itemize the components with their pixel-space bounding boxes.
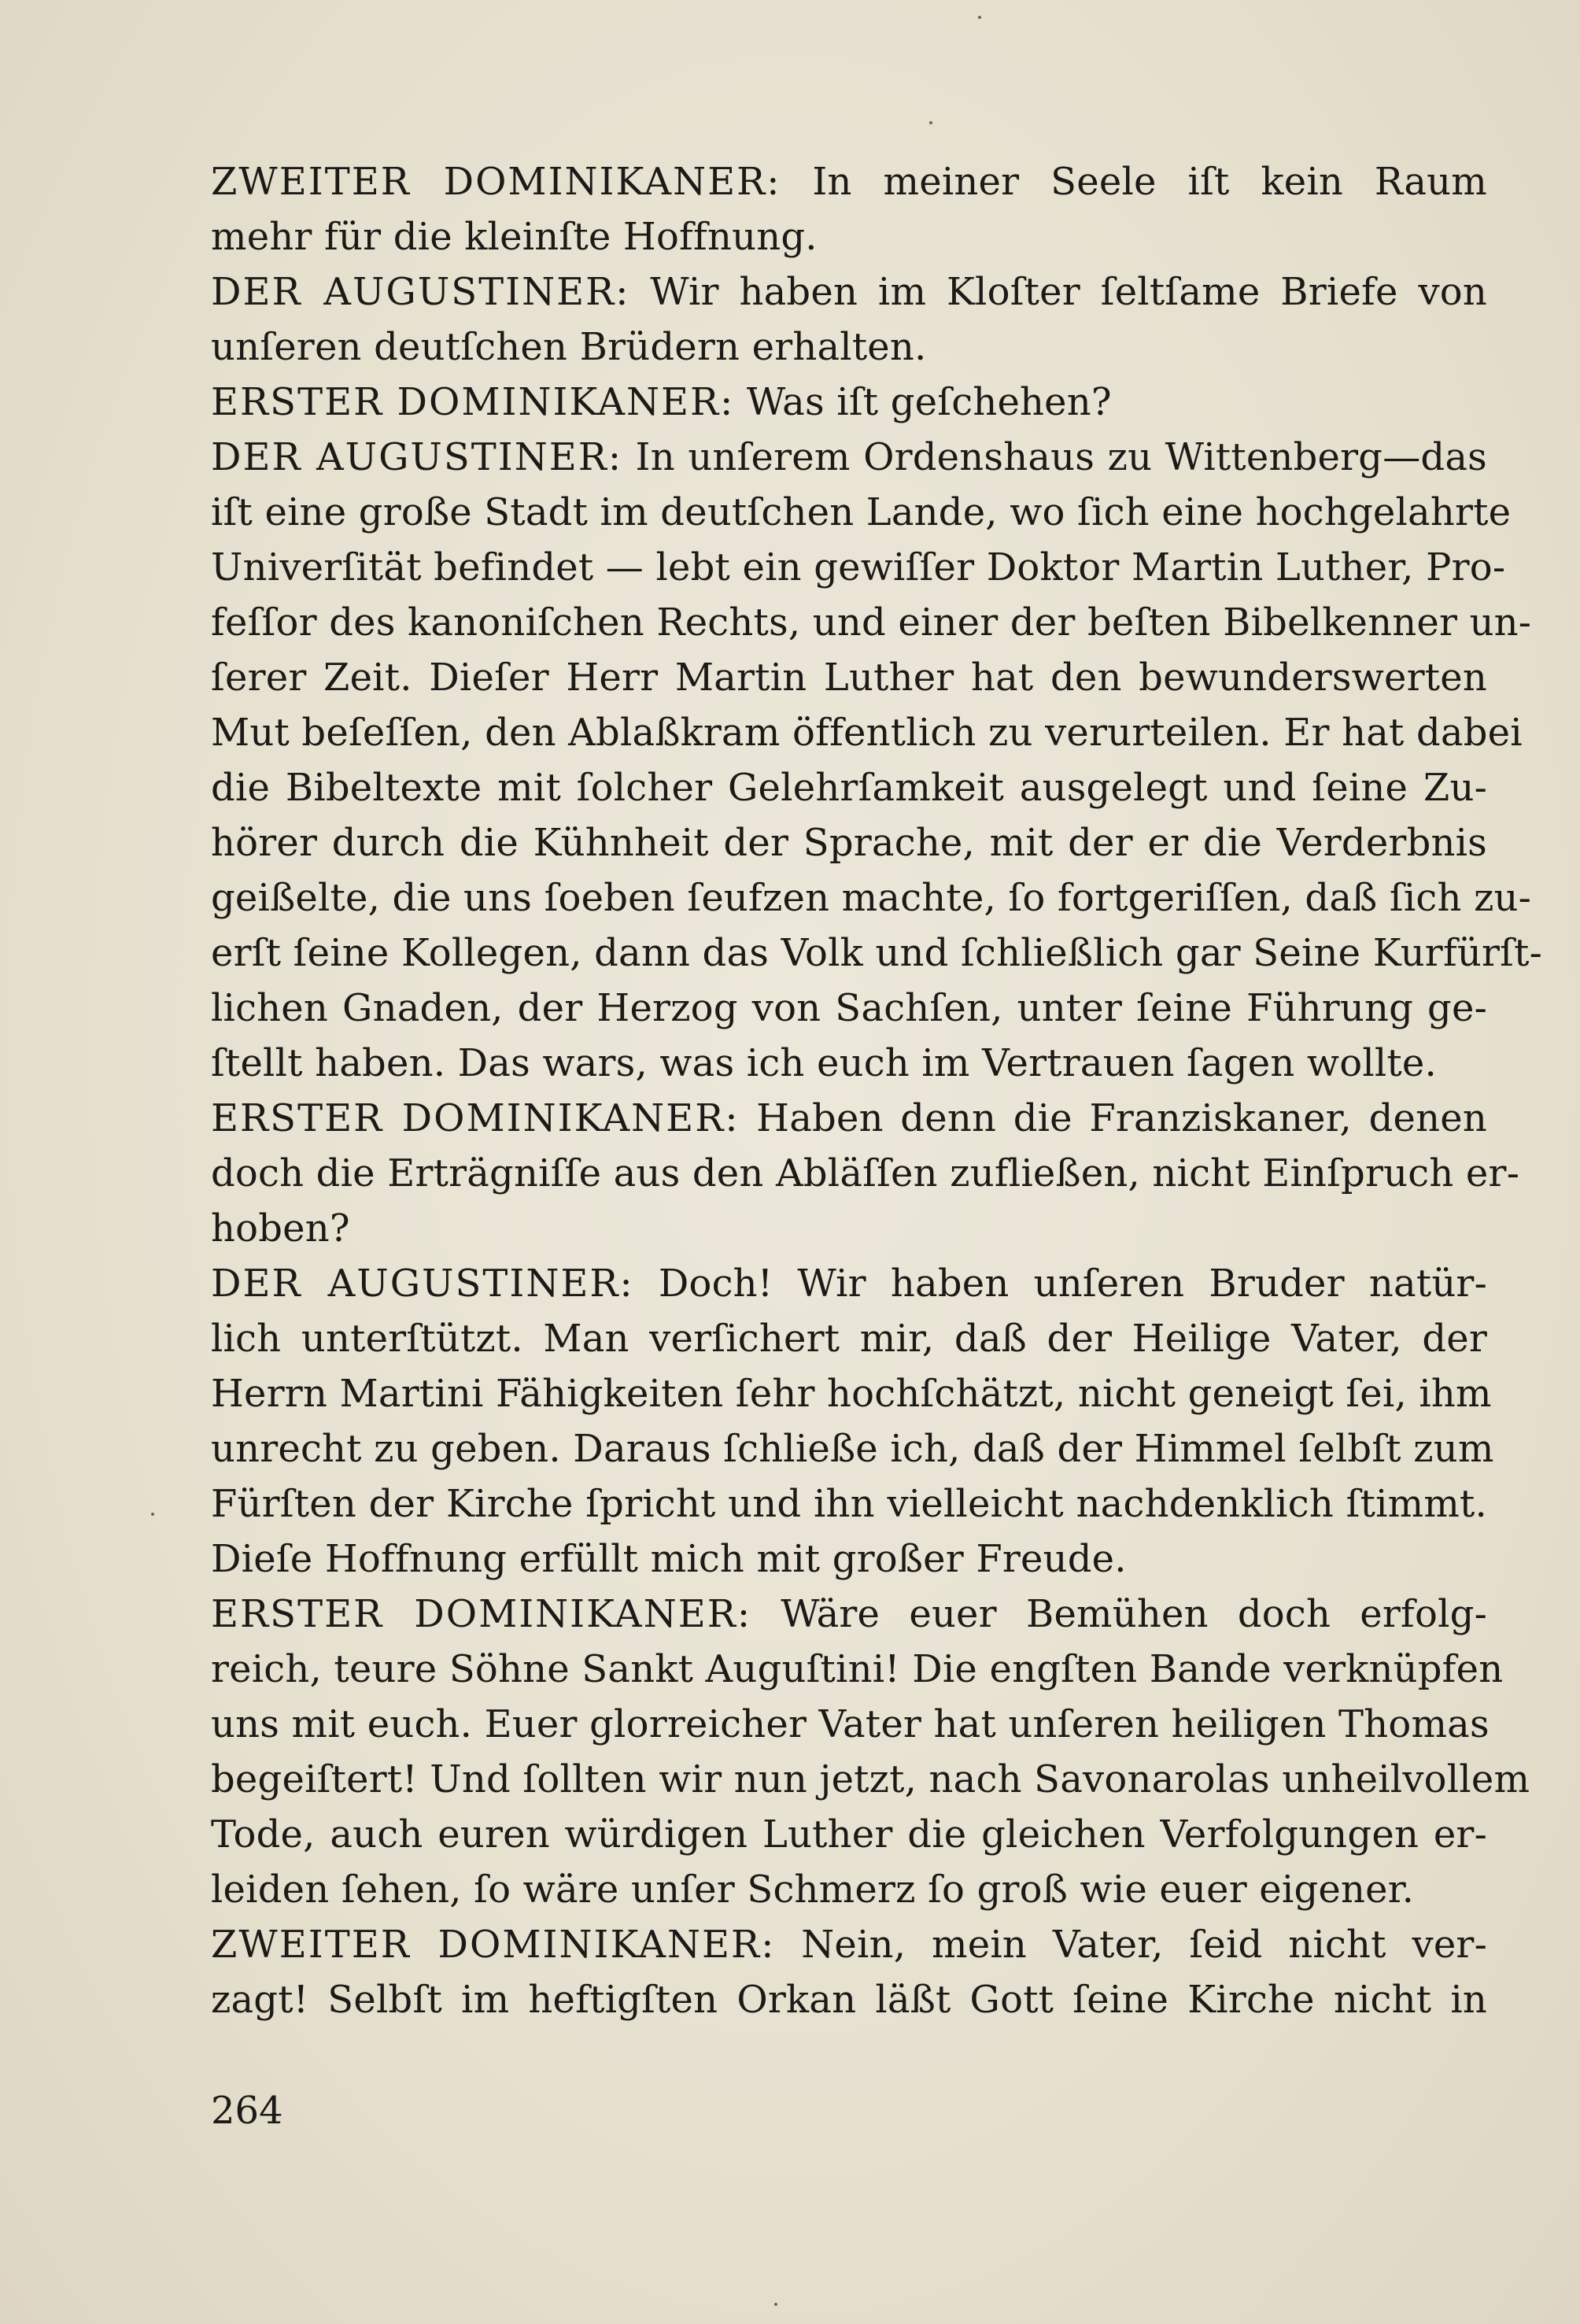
text-line — [211, 1642, 1504, 1697]
text-line — [211, 1036, 1487, 1091]
text-line — [211, 1476, 1487, 1531]
page-number: 264 — [211, 2089, 283, 2133]
line-text: Wäre euer Bemühen doch erfolg- — [751, 1592, 1487, 1636]
text-line — [211, 1091, 1487, 1146]
text-line — [211, 926, 1543, 981]
line-text: Herrn Martini Fähigkeiten ſehr hochſchätzt, nicht geneigt ſei, ihm — [211, 1372, 1492, 1416]
speaker-name: ZWEITER DOMINIKANER: — [211, 160, 781, 204]
text-line — [211, 1917, 1487, 1972]
line-text: Univerſität befindet — lebt ein gewiſſer Doktor Martin Luther, Pro- — [211, 545, 1506, 589]
line-text: ſtellt haben. Das wars, was ich euch im Vertrauen ſagen wollte. — [211, 1041, 1437, 1085]
line-text: hoben? — [211, 1206, 350, 1251]
text-line — [211, 320, 1487, 375]
line-text: reich, teure Söhne Sankt Auguſtini! Die engſten Bande verknüpfen — [211, 1647, 1504, 1691]
line-text: begeiſtert! Und ſollten wir nun jetzt, nach Savonarolas unheilvollem — [211, 1757, 1530, 1801]
line-text: Nein, mein Vater, ſeid nicht ver- — [775, 1923, 1487, 1967]
speaker-name: ERSTER DOMINIKANER: — [211, 1592, 752, 1636]
line-text: Fürſten der Kirche ſpricht und ihn vielleicht nachdenklich ſtimmt. — [211, 1482, 1487, 1526]
line-text: Was iſt geſchehen? — [734, 380, 1112, 424]
line-text: zagt! Selbſt im heftigſten Orkan läßt Gott ſeine Kirche nicht in — [211, 1978, 1487, 2022]
speaker-name: DER AUGUSTINER: — [211, 270, 630, 314]
text-line — [211, 1146, 1520, 1201]
line-text: doch die Erträgniſſe aus den Abläſſen zufließen, nicht Einſpruch er- — [211, 1151, 1520, 1195]
line-text: unrecht zu geben. Daraus ſchließe ich, daß der Himmel ſelbſt zum — [211, 1427, 1494, 1471]
line-text: uns mit euch. Euer glorreicher Vater hat unſeren heiligen Thomas — [211, 1702, 1490, 1746]
text-line — [211, 1972, 1487, 2027]
line-text: die Bibeltexte mit ſolcher Gelehrſamkeit ausgelegt und ſeine Zu- — [211, 766, 1487, 810]
line-text: erſt ſeine Kollegen, dann das Volk und ſchließlich gar Seine Kurfürſt- — [211, 931, 1543, 975]
text-line — [211, 264, 1487, 320]
text-line — [211, 815, 1487, 870]
text-line — [211, 705, 1523, 760]
text-line — [211, 540, 1506, 595]
speaker-name: ERSTER DOMINIKANER: — [211, 380, 735, 424]
dust-speck — [978, 16, 981, 19]
text-line — [211, 375, 1487, 430]
line-text: Doch! Wir haben unſeren Bruder natür- — [633, 1262, 1487, 1306]
text-line — [211, 1862, 1487, 1917]
line-text: iſt eine große Stadt im deutſchen Lande, wo ſich eine hochgelahrte — [211, 490, 1512, 534]
text-line — [211, 1256, 1487, 1311]
line-text: Tode, auch euren würdigen Luther die gleichen Verfolgungen er- — [211, 1812, 1487, 1857]
text-line — [211, 1807, 1487, 1862]
line-text: unſeren deutſchen Brüdern erhalten. — [211, 325, 927, 369]
speaker-name: DER AUGUSTINER: — [211, 435, 623, 479]
text-line — [211, 1752, 1530, 1807]
text-line — [211, 1201, 1487, 1256]
line-text: geißelte, die uns ſoeben ſeufzen machte, ſo fortgeriſſen, daß ſich zu- — [211, 876, 1532, 920]
speaker-name: DER AUGUSTINER: — [211, 1262, 634, 1306]
line-text: Dieſe Hoffnung erfüllt mich mit großer Freude. — [211, 1537, 1127, 1581]
text-line — [211, 1587, 1487, 1642]
line-text: ſerer Zeit. Dieſer Herr Martin Luther hat den bewunderswerten — [211, 656, 1487, 700]
line-text: mehr für die kleinſte Hoffnung. — [211, 215, 818, 259]
text-line — [211, 154, 1487, 209]
text-line — [211, 209, 1487, 264]
speaker-name: ERSTER DOMINIKANER: — [211, 1096, 740, 1140]
text-line — [211, 1311, 1487, 1366]
line-text: feſſor des kanoniſchen Rechts, und einer der beſten Bibelkenner un- — [211, 600, 1532, 645]
text-line — [211, 1421, 1494, 1476]
line-text: Wir haben im Kloſter ſeltſame Briefe von — [629, 270, 1487, 314]
text-line — [211, 1366, 1492, 1421]
text-line — [211, 760, 1487, 815]
dust-speck — [774, 2303, 777, 2306]
line-text: lich unterſtützt. Man verſichert mir, daß der Heilige Vater, der — [211, 1317, 1487, 1361]
text-line — [211, 430, 1487, 485]
speaker-name: ZWEITER DOMINIKANER: — [211, 1923, 776, 1967]
line-text: In meiner Seele iſt kein Raum — [781, 160, 1487, 204]
text-line — [211, 1697, 1490, 1752]
text-line — [211, 650, 1487, 705]
line-text: In unſerem Ordenshaus zu Wittenberg—das — [622, 435, 1488, 479]
line-text: leiden ſehen, ſo wäre unſer Schmerz ſo groß wie euer eigener. — [211, 1868, 1415, 1912]
text-line — [211, 595, 1532, 650]
text-line — [211, 1531, 1487, 1587]
text-body — [211, 154, 1543, 2027]
text-line — [211, 485, 1512, 540]
dust-speck — [929, 121, 932, 124]
dust-speck — [151, 1513, 154, 1516]
text-line — [211, 870, 1532, 926]
line-text: Haben denn die Franziskaner, denen — [739, 1096, 1487, 1140]
text-line — [211, 981, 1487, 1036]
line-text: hörer durch die Kühnheit der Sprache, mit der er die Verderbnis — [211, 821, 1487, 865]
line-text: Mut beſeſſen, den Ablaßkram öffentlich zu verurteilen. Er hat dabei — [211, 711, 1523, 755]
line-text: lichen Gnaden, der Herzog von Sachſen, unter ſeine Führung ge- — [211, 986, 1487, 1030]
